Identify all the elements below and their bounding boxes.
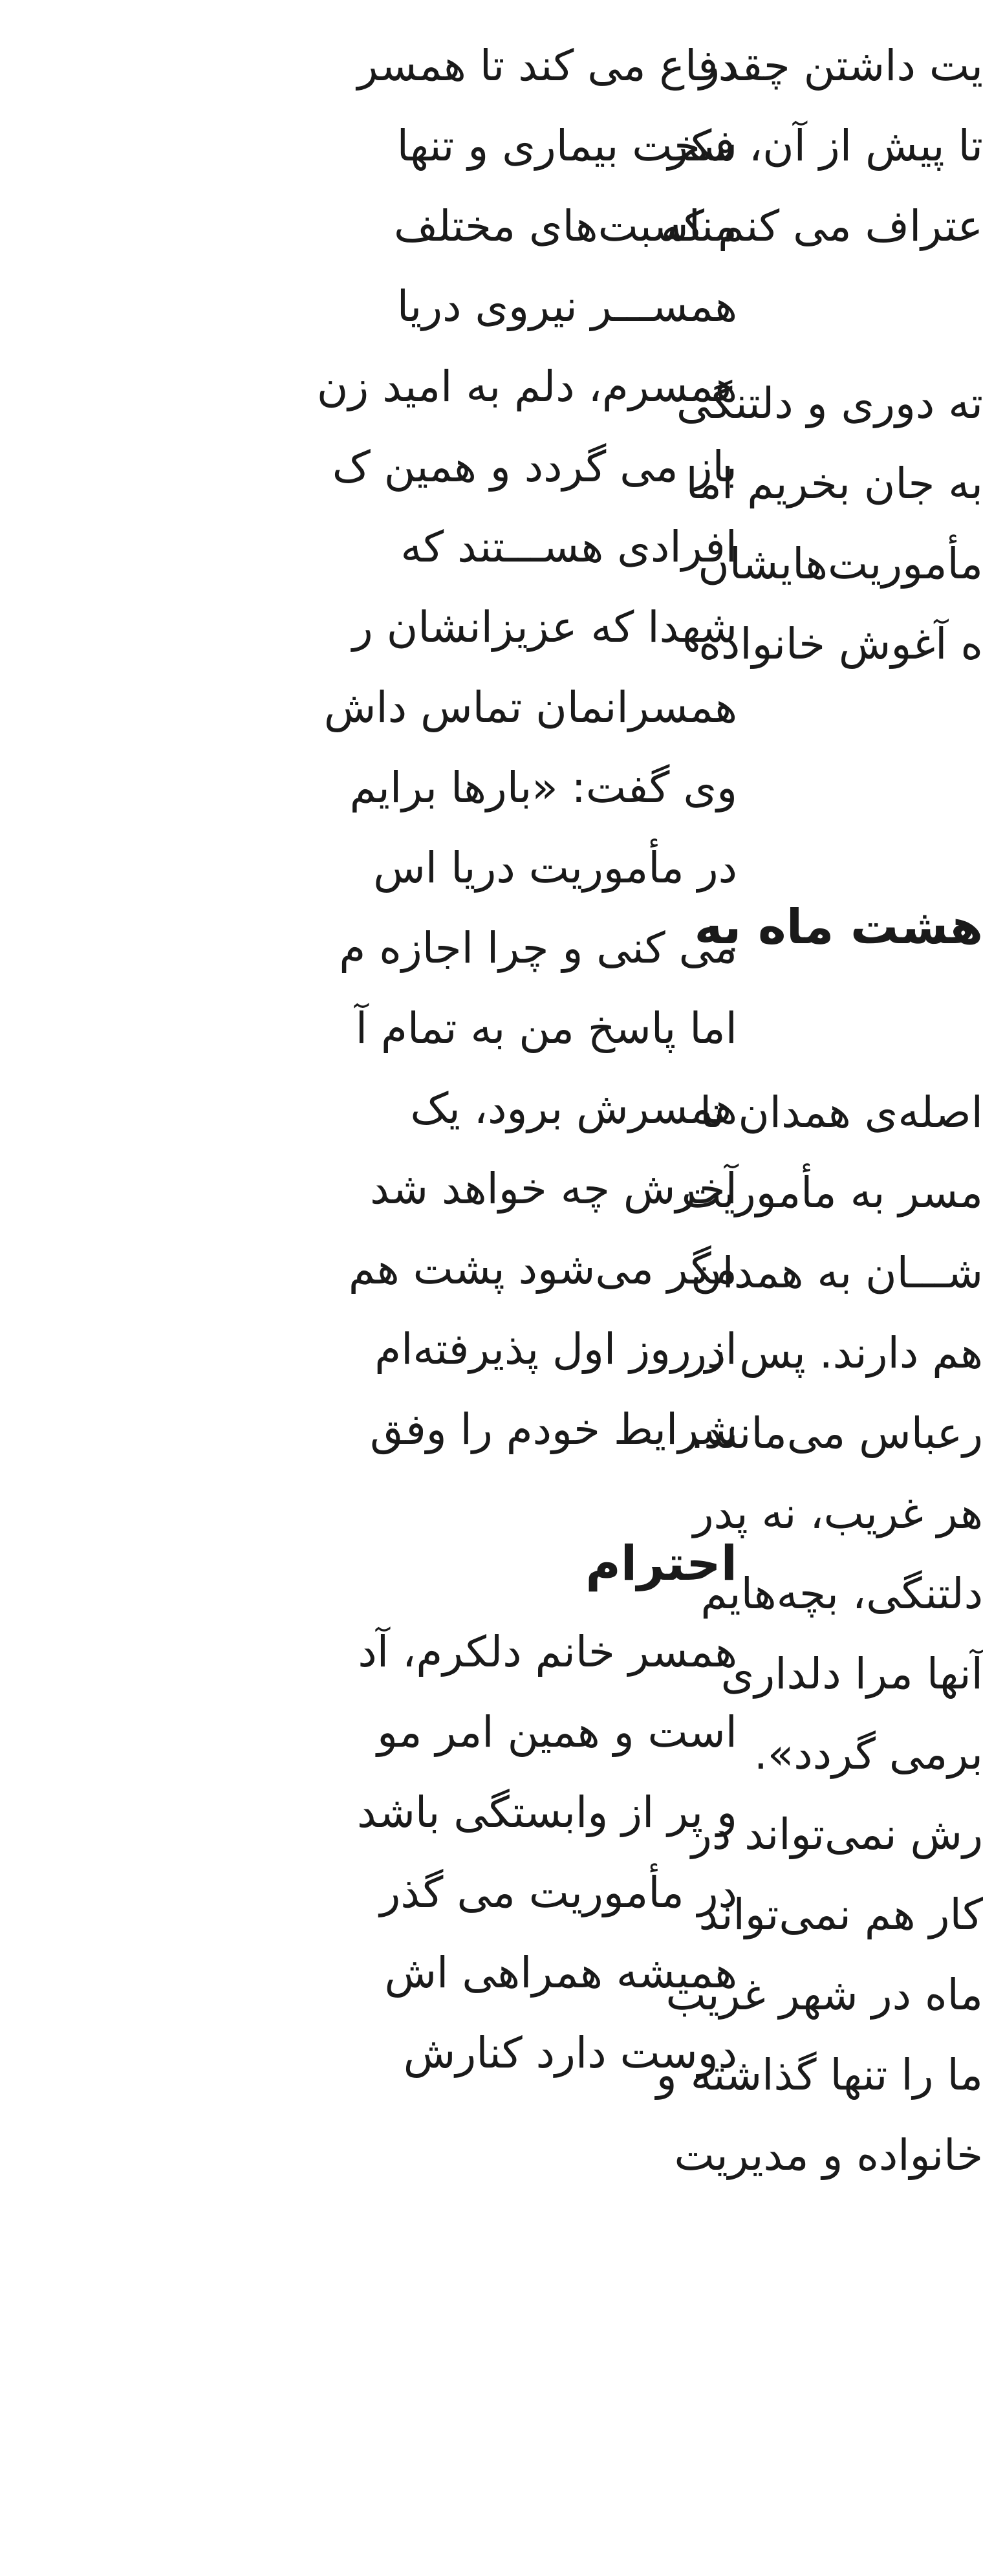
text-line: ماه در شهر غریب <box>665 1970 983 2020</box>
text-line: افرادی هســـتند که <box>400 522 737 572</box>
text-line: اما پاسخ من به تمام آ <box>355 1003 737 1053</box>
text-line: ه آغوش خانواده <box>698 619 983 669</box>
text-line: هم دارند. پس در <box>686 1328 983 1378</box>
text-line: عتراف می کنم که <box>661 201 983 251</box>
text-line: هر غریب، نه پدر <box>693 1489 983 1538</box>
text-line: همیشه همراهی اش <box>384 1948 737 1998</box>
text-line: مسر به مأموریت <box>681 1168 983 1217</box>
text-line: همســـر نیروی دریا <box>396 281 737 331</box>
text-line: رش نمی‌تواند در <box>691 1809 983 1859</box>
text-line: برمی گردد». <box>753 1729 983 1779</box>
text-line: شرایط خودم را وفق <box>370 1404 737 1454</box>
paragraph-gap <box>598 684 983 879</box>
text-line: خانواده و مدیریت <box>674 2130 983 2180</box>
text-line: شـــان به همدان <box>690 1248 983 1298</box>
text-line: کار هم نمی‌تواند <box>698 1890 983 1939</box>
text-line: آنها مرا دلداری <box>720 1649 983 1699</box>
text-line: آخرش چه خواهد شد <box>370 1164 737 1214</box>
text-line: باز می گردد و همین ک <box>332 442 737 492</box>
text-line: دفاع می کند تا همسر <box>357 41 737 91</box>
text-line: همسرش برود، یک <box>410 1084 737 1133</box>
paragraph-gap <box>598 267 983 364</box>
right-column-inner <box>598 26 983 2196</box>
section-heading: هشت ماه به <box>694 899 983 955</box>
text-line: در مأموریت می گذر <box>380 1868 737 1917</box>
text-line: یت داشتن چقدر <box>698 41 983 91</box>
text-line: همسر خانم دلکرم، آد <box>358 1627 737 1677</box>
text-line: ته دوری و دلتنگی <box>676 378 983 428</box>
text-line: همسرم، دلم به امید زن <box>316 362 737 411</box>
text-line: دلتنگی، بچه‌هایم <box>700 1569 983 1619</box>
text-line: است و همین امر مو <box>377 1707 737 1757</box>
paragraph-gap <box>598 976 983 1073</box>
text-line: اصله‌ی همدان تا <box>699 1087 983 1137</box>
text-line: وی گفت: «بارها برایم <box>349 763 737 813</box>
text-line: رعباس می‌مانند. <box>690 1408 983 1458</box>
text-line: و پر از وابستگی باشد <box>356 1787 737 1837</box>
text-line: در مأموریت دریا اس <box>373 843 737 893</box>
text-line: از روز اول پذیرفته‌ام <box>374 1324 737 1374</box>
right-text-column <box>585 0 983 2196</box>
text-line: مناسبت‌های مختلف <box>394 201 737 251</box>
text-line: مگر می‌شود پشت هم <box>348 1244 737 1294</box>
text-line: سخت بیماری و تنها <box>396 121 737 171</box>
text-line: شهدا که عزیزانشان ر <box>352 602 737 652</box>
text-line: به جان بخریم اما <box>686 459 983 508</box>
text-line: مأموریت‌هایشان <box>698 539 983 589</box>
text-line: تا پیش از آن، فکر <box>667 121 983 171</box>
section-heading: احترام <box>585 1536 737 1591</box>
text-line: ما را تنها گذاشته و <box>656 2050 983 2100</box>
text-line: می کنی و چرا اجازه م <box>339 923 737 973</box>
text-line: همسرانمان تماس داش <box>323 682 737 732</box>
text-line: دوست دارد کنارش <box>403 2028 737 2078</box>
